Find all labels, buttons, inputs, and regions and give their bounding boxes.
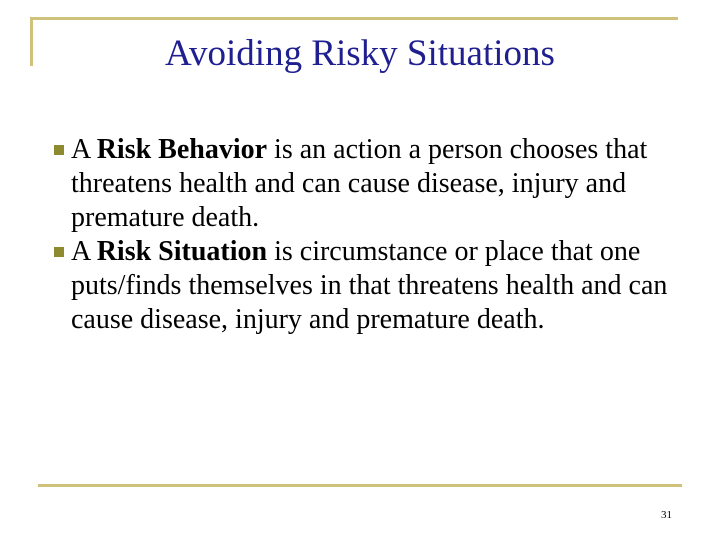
bullet-text: is circumstance or place that one puts/finds themselves in that threatens health and can cause disease, injury and premature death. bbox=[71, 236, 668, 335]
bottom-rule bbox=[38, 484, 682, 487]
bullet-prefix: A bbox=[71, 134, 97, 165]
page-number: 31 bbox=[661, 509, 672, 521]
bullet-item-risk-situation bbox=[52, 235, 682, 337]
square-bullet-icon bbox=[54, 247, 64, 257]
bullet-list bbox=[52, 133, 682, 337]
bullet-text: is an action a person chooses that threatens health and can cause disease, injury and premature death. bbox=[71, 134, 648, 233]
risk-behavior-term: Risk Behavior bbox=[96, 134, 268, 165]
bullet-prefix: A bbox=[71, 236, 97, 267]
square-bullet-icon bbox=[54, 145, 64, 155]
bullet-item-risk-behavior bbox=[52, 133, 682, 235]
risk-situation-term: Risk Situation bbox=[96, 236, 268, 267]
slide-title: Avoiding Risky Situations bbox=[165, 33, 555, 74]
top-rule bbox=[30, 17, 678, 20]
